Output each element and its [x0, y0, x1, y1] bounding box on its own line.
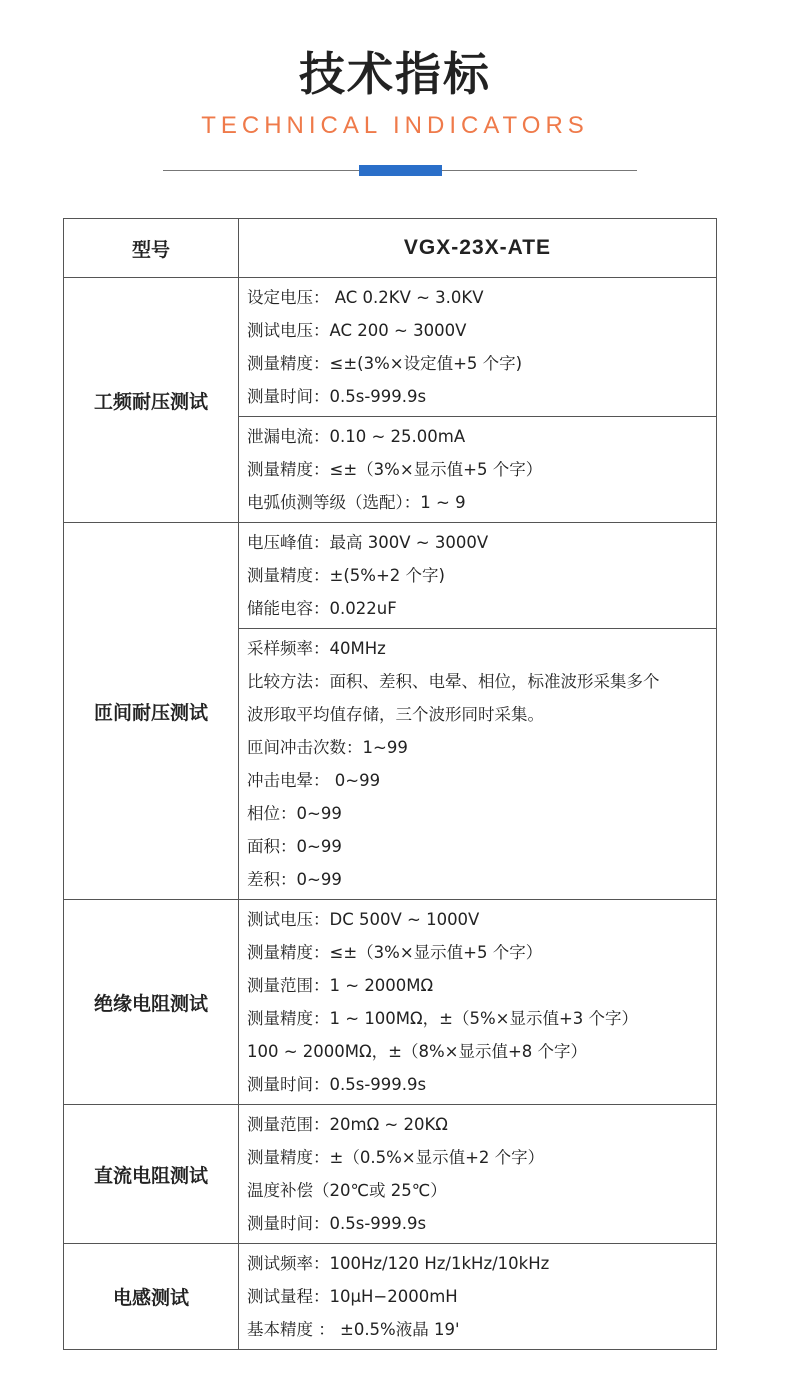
spec-line: 测试量程：10μH−2000mH: [247, 1287, 458, 1306]
spec-line: 泄漏电流：0.10 ~ 25.00mA: [247, 427, 466, 446]
spec-line: 电弧侦测等级（选配）：1 ~ 9: [247, 493, 466, 512]
model-value: VGX-23X-ATE: [239, 219, 717, 278]
row-category-label: 工频耐压测试: [64, 278, 239, 523]
spec-line: 相位：0~99: [247, 804, 342, 823]
spec-group: [239, 1105, 716, 1243]
spec-line: 波形取平均值存储，三个波形同时采集。: [247, 705, 544, 724]
spec-line: 面积：0~99: [247, 837, 342, 856]
page-subtitle: TECHNICAL INDICATORS: [201, 112, 589, 139]
spec-line: 测量精度：≤±（3%×显示值+5 个字）: [247, 460, 543, 479]
spec-line: 基本精度 ： ±0.5%液晶 19': [247, 1320, 460, 1339]
spec-line: 储能电容：0.022uF: [247, 599, 397, 618]
spec-line: 测量精度：≤±（3%×显示值+5 个字）: [247, 943, 543, 962]
row-category-label: 电感测试: [64, 1244, 239, 1350]
spec-group: [239, 416, 716, 522]
spec-line: 测量精度：±(5%+2 个字): [247, 566, 445, 585]
spec-line: 采样频率：40MHz: [247, 639, 386, 658]
spec-line: 100 ~ 2000MΩ，±（8%×显示值+8 个字）: [247, 1042, 588, 1061]
spec-line: 测量精度：1 ~ 100MΩ，±（5%×显示值+3 个字）: [247, 1009, 639, 1028]
spec-group: [239, 900, 716, 1104]
table-row: [64, 1244, 717, 1350]
table-row: [64, 278, 717, 523]
row-spec-cell: [239, 900, 717, 1105]
spec-line: 测量时间：0.5s-999.9s: [247, 387, 427, 406]
spec-line: 测试电压：AC 200 ~ 3000V: [247, 321, 467, 340]
title-divider-accent: [359, 165, 442, 176]
row-spec-cell: [239, 523, 717, 900]
spec-table: [63, 218, 717, 1350]
spec-line: 测量精度：≤±(3%×设定值+5 个字): [247, 354, 523, 373]
spec-line: 温度补偿（20℃或 25℃）: [247, 1181, 447, 1200]
row-category-label: 匝间耐压测试: [64, 523, 239, 900]
spec-line: 设定电压： AC 0.2KV ~ 3.0KV: [247, 288, 484, 307]
spec-line: 测量精度：±（0.5%×显示值+2 个字）: [247, 1148, 545, 1167]
model-label: 型号: [64, 219, 239, 278]
spec-line: 匝间冲击次数：1~99: [247, 738, 408, 757]
table-row: [64, 523, 717, 900]
spec-line: 比较方法：面积、差积、电晕、相位，标准波形采集多个: [247, 672, 660, 691]
row-category-label: 绝缘电阻测试: [64, 900, 239, 1105]
spec-line: 测试频率：100Hz/120 Hz/1kHz/10kHz: [247, 1254, 550, 1273]
spec-line: 测量范围：20mΩ ~ 20KΩ: [247, 1115, 448, 1134]
table-row: [64, 900, 717, 1105]
spec-group: [239, 1244, 716, 1349]
spec-line: 差积：0~99: [247, 870, 342, 889]
table-header-row: [64, 219, 717, 278]
spec-line: 测量范围：1 ~ 2000MΩ: [247, 976, 434, 995]
spec-group: [239, 278, 716, 416]
spec-line: 测量时间：0.5s-999.9s: [247, 1214, 427, 1233]
page-title: 技术指标: [299, 47, 491, 101]
spec-line: 测试电压：DC 500V ~ 1000V: [247, 910, 480, 929]
spec-line: 测量时间：0.5s-999.9s: [247, 1075, 427, 1094]
spec-group: [239, 628, 716, 899]
row-spec-cell: [239, 1105, 717, 1244]
row-spec-cell: [239, 278, 717, 523]
spec-line: 冲击电晕： 0~99: [247, 771, 381, 790]
spec-line: 电压峰值：最高 300V ~ 3000V: [247, 533, 489, 552]
row-spec-cell: [239, 1244, 717, 1350]
row-category-label: 直流电阻测试: [64, 1105, 239, 1244]
spec-group: [239, 523, 716, 628]
table-row: [64, 1105, 717, 1244]
